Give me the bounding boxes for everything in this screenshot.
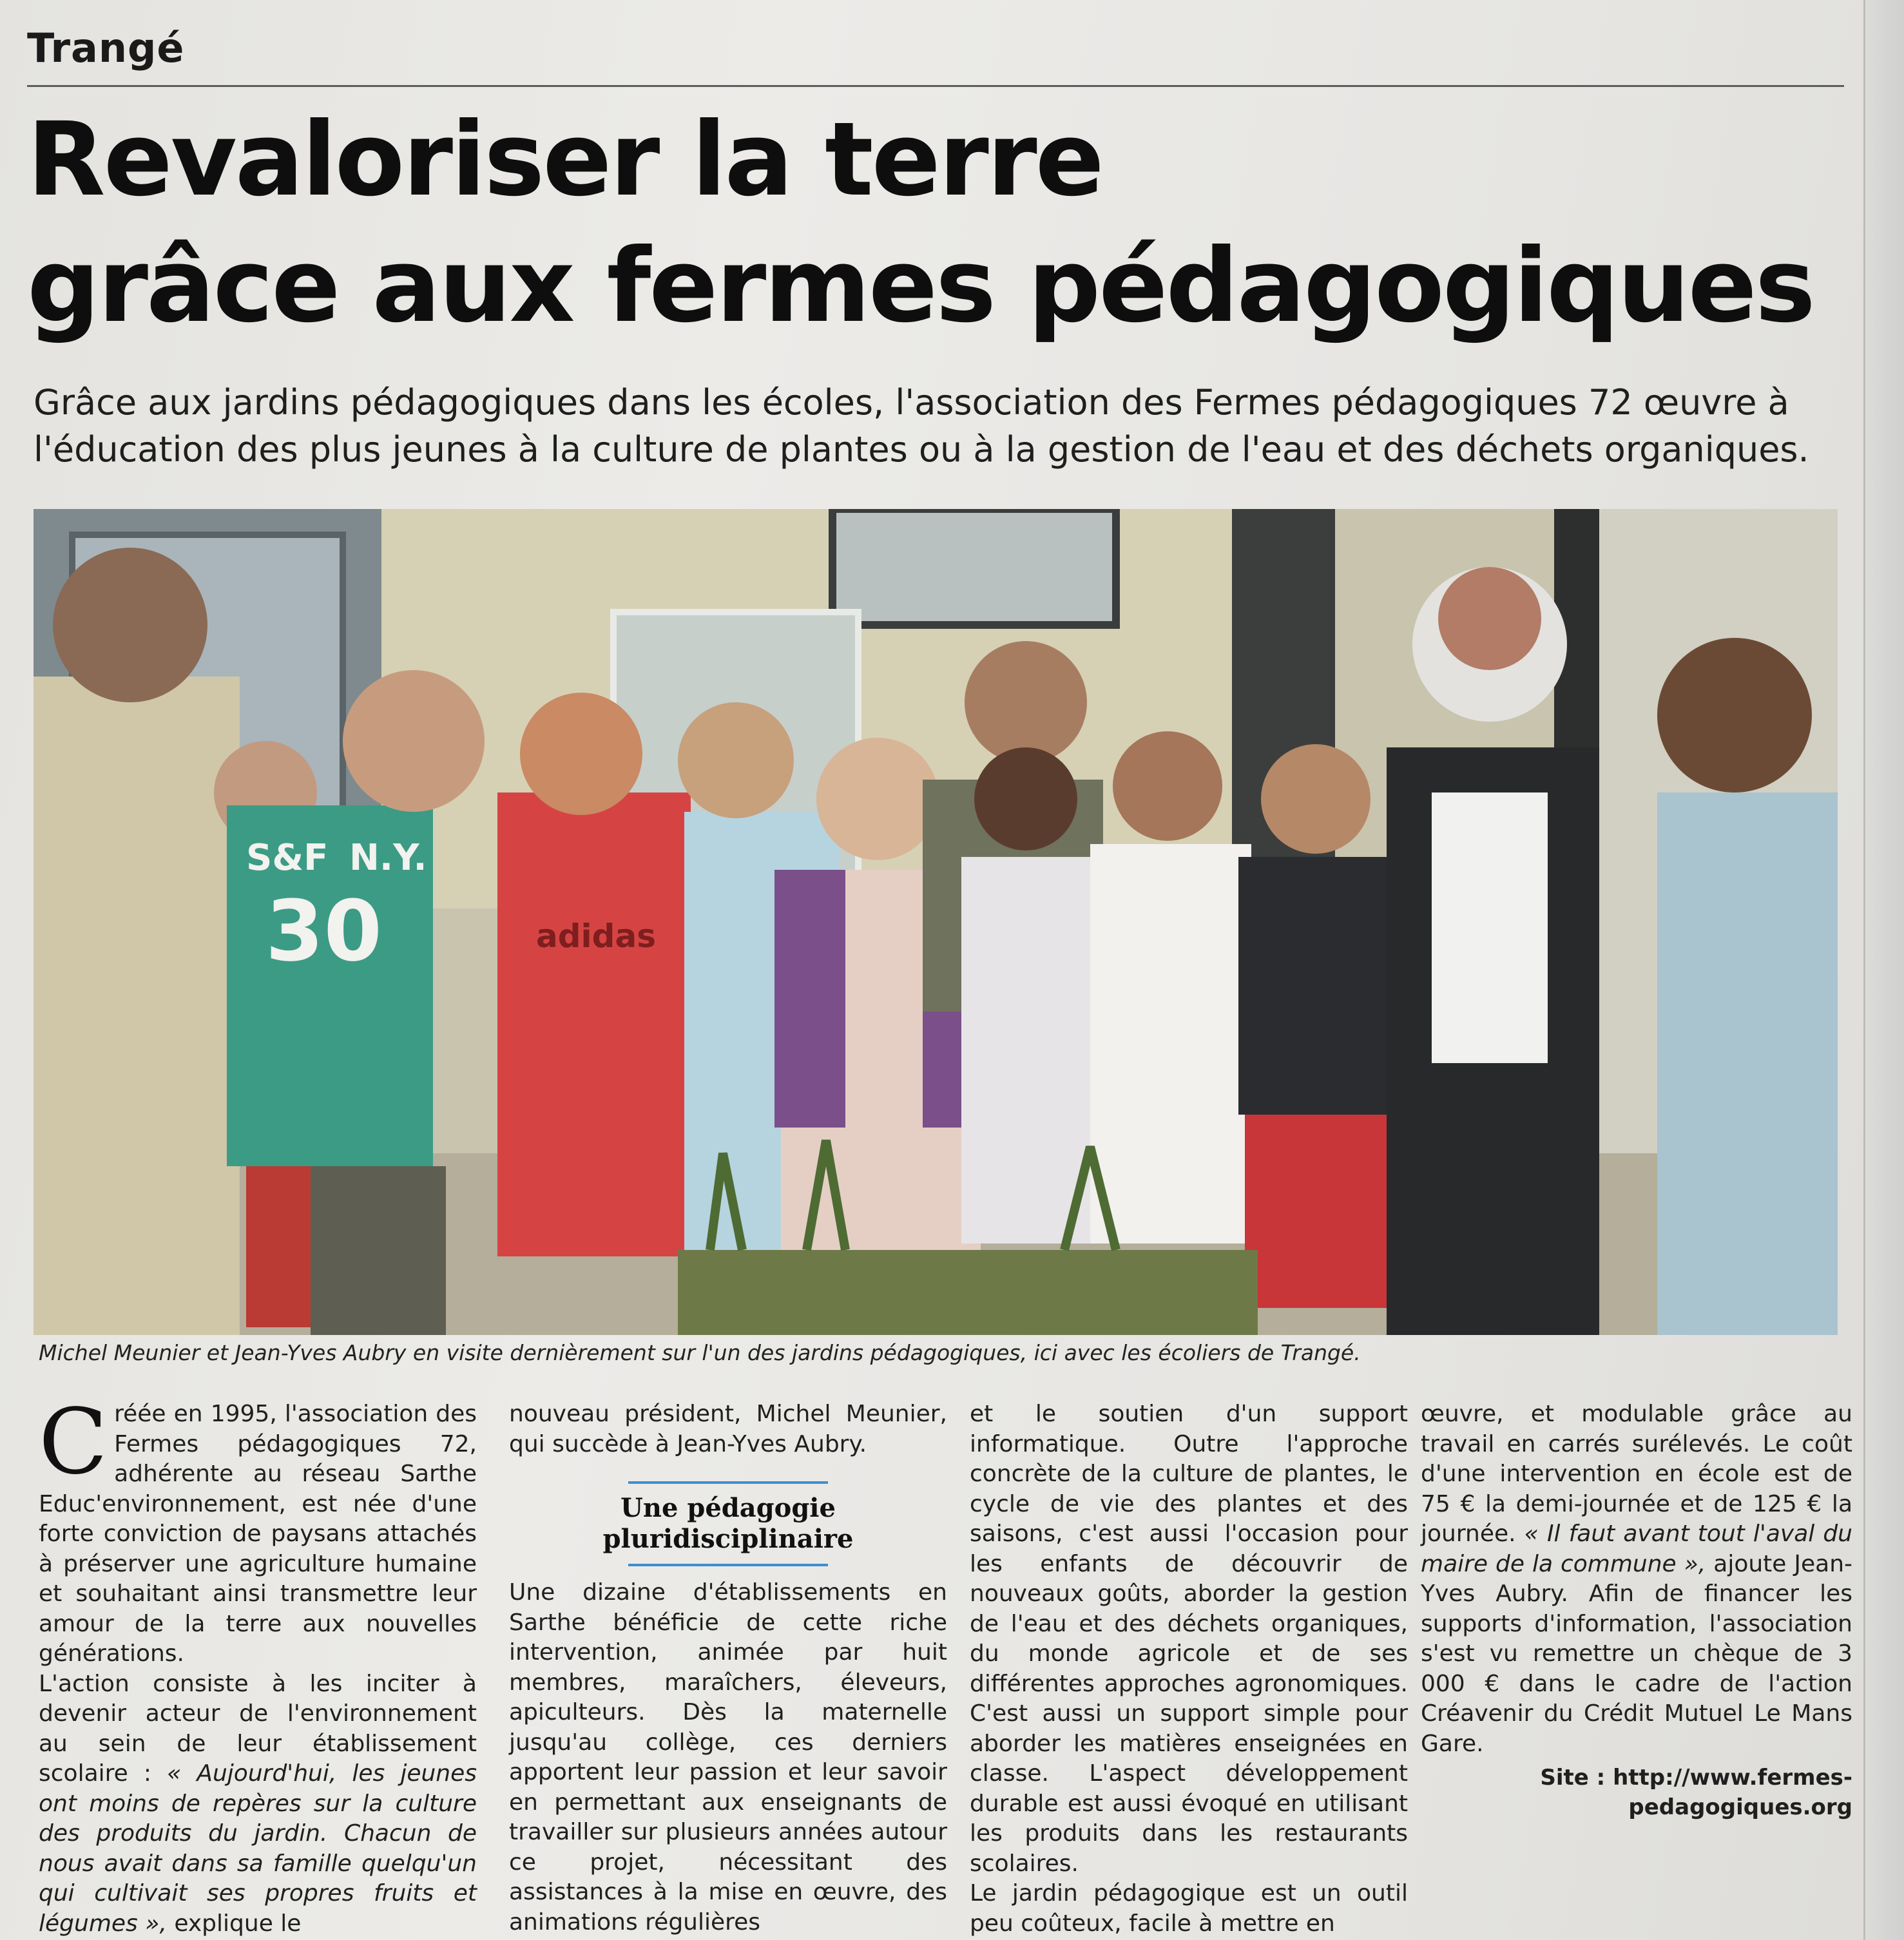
article-column-3	[970, 1399, 1408, 1939]
paragraph-text: ajoute Jean-Yves Aubry. Afin de financer les supports d'information, l'association s'est vu remettre un chèque de 3 000 € dans le cadre de l'action Créavenir du Crédit Mutuel Le Mans Gare.	[1421, 1550, 1852, 1757]
website-reference: Site : http://www.fermes-pedagogiques.org	[1540, 1765, 1852, 1820]
hoodie-text-a: S&F	[246, 837, 329, 879]
tee-brand: adidas	[536, 917, 656, 955]
paragraph: Le jardin pédagogique est un outil peu coûteux, facile à mettre en	[970, 1880, 1408, 1937]
paragraph	[39, 1390, 477, 1669]
adjacent-page-edge	[1863, 0, 1904, 1940]
section-rule	[27, 85, 1844, 87]
paragraph-text: explique le	[166, 1910, 302, 1937]
intertitle	[509, 1493, 947, 1555]
paragraph-text: réée en 1995, l'association des Fermes pédagogiques 72, adhérente au réseau Sarthe Educ'environnement, est née d'une forte conviction de paysans attachés à préserver une agriculture humaine et souhaitant ainsi transmettre leur amour de la terre aux nouvelles générations.	[39, 1401, 477, 1667]
headline-line-1: Revaloriser la terre	[27, 101, 1102, 219]
article-photo	[34, 509, 1838, 1335]
paragraph	[1421, 1399, 1852, 1759]
paragraph-text: L'action consiste à les inciter à devenir acteur de l'environnement au sein de leur établissement scolaire :	[39, 1670, 477, 1787]
quote: « Il faut avant tout l'aval du maire de la commune »,	[1421, 1521, 1852, 1577]
paragraph	[39, 1669, 477, 1939]
paragraph: Une dizaine d'établissements en Sarthe bénéficie de cette riche intervention, animée par huit membres, maraîchers, éleveurs, apiculteurs. Dès la maternelle jusqu'au collège, ces derniers apportent leur passion et leur savoir en permettant aux enseignants de travailler sur plusieurs années autour ce projet, nécessitant des assistances à la mise en œuvre, des animations régulières	[509, 1579, 947, 1935]
hoodie-text-b: N.Y.	[349, 837, 427, 879]
drop-cap: C	[39, 1390, 108, 1495]
article-column-1	[39, 1390, 477, 1939]
article-column-2	[509, 1399, 947, 1937]
headline-line-2: grâce aux fermes pédagogiques	[27, 227, 1814, 345]
paragraph: nouveau président, Michel Meunier, qui succède à Jean-Yves Aubry.	[509, 1401, 947, 1457]
intertitle-line-1: Une pédagogie	[620, 1493, 836, 1523]
hoodie-number: 30	[265, 882, 382, 980]
intertitle-rule-top	[628, 1481, 828, 1484]
intertitle-line-2: pluridisciplinaire	[602, 1524, 854, 1554]
section-label: Trangé	[27, 24, 185, 72]
paragraph-text: œuvre, et modulable grâce au travail en carrés surélevés. Le coût d'une intervention en école est de 75 € la demi-journée et de 125 € la journée.	[1421, 1401, 1852, 1547]
quote: « Aujourd'hui, les jeunes ont moins de repères sur la culture des produits du jardin. Chacun de nous avait dans sa famille quelqu'un qui cultivait ses propres fruits et légumes »,	[39, 1760, 477, 1937]
headline	[27, 97, 1844, 349]
article-column-4	[1421, 1399, 1852, 1822]
deck-subheading: Grâce aux jardins pédagogiques dans les écoles, l'association des Fermes pédagogiques 72 œuvre à l'éducation des plus jeunes à la culture de plantes ou à la gestion de l'eau et des déchets organiques.	[34, 382, 1809, 470]
paragraph: et le soutien d'un support informatique. Outre l'approche concrète de la culture de plantes, le cycle de vie des plantes et des saisons, c'est aussi l'occasion pour les enfants de découvrir de nouveaux goûts, aborder la gestion de l'eau et des déchets organiques, du monde agricole et de ses différentes approches agronomiques. C'est aussi un support simple pour aborder les matières enseignées en classe. L'aspect développement durable est aussi évoqué en utilisant les produits dans les restaurants scolaires.	[970, 1401, 1408, 1877]
photo-illustration	[34, 509, 1838, 1335]
photo-caption: Michel Meunier et Jean-Yves Aubry en visite dernièrement sur l'un des jardins pédagogiques, ici avec les écoliers de Trangé.	[39, 1340, 1361, 1365]
